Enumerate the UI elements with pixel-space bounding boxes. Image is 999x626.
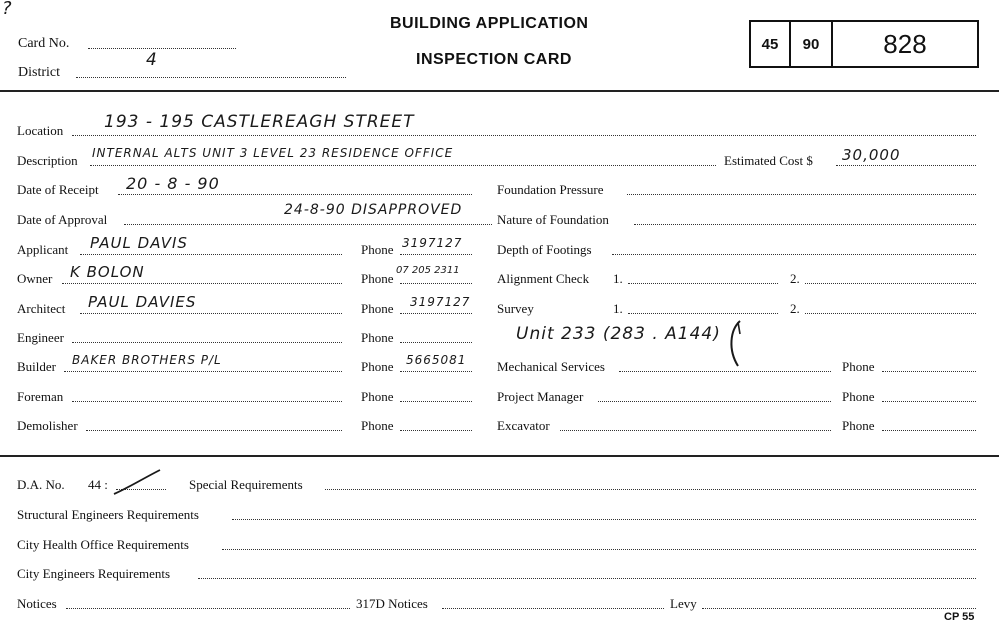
architect-label: Architect <box>17 301 66 316</box>
project-manager-label: Project Manager <box>497 389 584 404</box>
nature-foundation-field[interactable] <box>634 224 976 225</box>
engineer-phone-label: Phone <box>361 330 394 345</box>
bottom-divider <box>0 455 999 457</box>
header-divider <box>0 90 999 92</box>
bracket-mark <box>724 318 748 370</box>
corner-handwritten-mark: ? <box>2 0 13 19</box>
title-line2: INSPECTION CARD <box>416 51 572 68</box>
alignment-num1: 1. <box>613 271 623 286</box>
engineer-phone-field[interactable] <box>400 342 472 343</box>
builder-phone-value: 5665081 <box>406 353 467 367</box>
card-number-cell: 828 <box>883 28 927 59</box>
footer-code: CP 55 <box>944 611 975 623</box>
depth-footings-field[interactable] <box>612 254 976 255</box>
survey-label: Survey <box>497 301 534 316</box>
architect-field[interactable] <box>80 313 342 314</box>
engineer-label: Engineer <box>17 330 64 345</box>
alignment-check-field-2[interactable] <box>805 283 976 284</box>
notices-317d-label: 317D Notices <box>356 596 428 611</box>
estimated-cost-label: Estimated Cost $ <box>724 153 813 168</box>
mechanical-phone-field[interactable] <box>882 371 976 372</box>
card-number-box <box>749 20 979 68</box>
survey-num2: 2. <box>790 301 800 316</box>
survey-num1: 1. <box>613 301 623 316</box>
notices-317d-field[interactable] <box>442 608 664 609</box>
date-approval-field[interactable] <box>124 224 492 225</box>
owner-phone-label: Phone <box>361 271 394 286</box>
project-manager-phone-label: Phone <box>842 389 875 404</box>
excavator-label: Excavator <box>497 418 550 433</box>
alignment-num2: 2. <box>790 271 800 286</box>
project-manager-phone-field[interactable] <box>882 401 976 402</box>
owner-label: Owner <box>17 271 53 286</box>
da-no-label: D.A. No. <box>17 477 65 492</box>
health-label: City Health Office Requirements <box>17 537 189 552</box>
owner-phone-field[interactable] <box>400 283 472 284</box>
date-approval-label: Date of Approval <box>17 212 108 227</box>
city-eng-label: City Engineers Requirements <box>17 566 171 581</box>
foreman-label: Foreman <box>17 389 64 404</box>
special-req-field[interactable] <box>325 489 976 490</box>
excavator-phone-field[interactable] <box>882 430 976 431</box>
description-field[interactable] <box>90 165 716 166</box>
notices-label: Notices <box>17 596 57 611</box>
da-no-value: 44 : <box>88 477 108 492</box>
project-manager-field[interactable] <box>598 401 831 402</box>
tick-mark <box>112 468 162 498</box>
code2-cell: 90 <box>791 22 833 66</box>
builder-value: BAKER BROTHERS P/L <box>72 353 222 367</box>
title-line1: BUILDING APPLICATION <box>390 15 589 32</box>
levy-field[interactable] <box>702 608 976 609</box>
alignment-check-label: Alignment Check <box>497 271 590 286</box>
applicant-field[interactable] <box>80 254 342 255</box>
demolisher-field[interactable] <box>86 430 342 431</box>
description-label: Description <box>17 153 78 168</box>
engineer-field[interactable] <box>72 342 342 343</box>
structural-label: Structural Engineers Requirements <box>17 507 199 522</box>
location-field[interactable] <box>72 135 976 136</box>
levy-label: Levy <box>670 596 697 611</box>
applicant-phone-value: 3197127 <box>402 236 463 250</box>
mechanical-services-field[interactable] <box>619 371 831 372</box>
date-approval-value: 24-8-90 DISAPPROVED <box>284 202 463 218</box>
owner-value: K BOLON <box>70 263 145 281</box>
date-receipt-value: 20 - 8 - 90 <box>126 174 220 193</box>
card-no-field[interactable] <box>88 48 236 49</box>
excavator-field[interactable] <box>560 430 831 431</box>
architect-phone-field[interactable] <box>400 313 472 314</box>
district-field[interactable] <box>76 77 346 78</box>
special-req-label: Special Requirements <box>189 477 303 492</box>
notices-field[interactable] <box>66 608 350 609</box>
district-value: 4 <box>146 50 158 70</box>
description-value: INTERNAL ALTS UNIT 3 LEVEL 23 RESIDENCE OFFICE <box>92 146 454 160</box>
city-eng-field[interactable] <box>198 578 976 579</box>
architect-value: PAUL DAVIES <box>88 293 197 311</box>
applicant-value: PAUL DAVIS <box>90 234 188 252</box>
survey-field-1[interactable] <box>628 313 778 314</box>
survey-field-2[interactable] <box>805 313 976 314</box>
demolisher-phone-label: Phone <box>361 418 394 433</box>
applicant-label: Applicant <box>17 242 69 257</box>
date-receipt-label: Date of Receipt <box>17 182 99 197</box>
demolisher-phone-field[interactable] <box>400 430 472 431</box>
applicant-phone-label: Phone <box>361 242 394 257</box>
foundation-pressure-label: Foundation Pressure <box>497 182 604 197</box>
foreman-phone-label: Phone <box>361 389 394 404</box>
nature-foundation-label: Nature of Foundation <box>497 212 609 227</box>
mechanical-services-label: Mechanical Services <box>497 359 605 374</box>
district-label: District <box>18 65 60 80</box>
date-receipt-field[interactable] <box>118 194 472 195</box>
estimated-cost-field[interactable] <box>836 165 976 166</box>
applicant-phone-field[interactable] <box>400 254 472 255</box>
card-no-label: Card No. <box>18 36 70 51</box>
location-value: 193 - 195 CASTLEREAGH STREET <box>104 112 415 132</box>
health-field[interactable] <box>222 549 976 550</box>
excavator-phone-label: Phone <box>842 418 875 433</box>
foreman-field[interactable] <box>72 401 342 402</box>
depth-footings-label: Depth of Footings <box>497 242 592 257</box>
foundation-pressure-field[interactable] <box>627 194 976 195</box>
architect-phone-label: Phone <box>361 301 394 316</box>
estimated-cost-value: 30,000 <box>842 146 901 164</box>
code1-cell: 45 <box>751 22 791 66</box>
owner-phone-value: 07 205 2311 <box>396 265 460 276</box>
location-label: Location <box>17 123 64 138</box>
builder-phone-field[interactable] <box>400 371 472 372</box>
foreman-phone-field[interactable] <box>400 401 472 402</box>
builder-field[interactable] <box>64 371 342 372</box>
alignment-check-field-1[interactable] <box>628 283 778 284</box>
owner-field[interactable] <box>62 283 342 284</box>
builder-label: Builder <box>17 359 56 374</box>
mechanical-phone-label: Phone <box>842 359 875 374</box>
architect-phone-value: 3197127 <box>410 295 471 309</box>
demolisher-label: Demolisher <box>17 418 78 433</box>
structural-field[interactable] <box>232 519 976 520</box>
builder-phone-label: Phone <box>361 359 394 374</box>
unit-note: Unit 233 (283 . A144) <box>516 324 721 344</box>
